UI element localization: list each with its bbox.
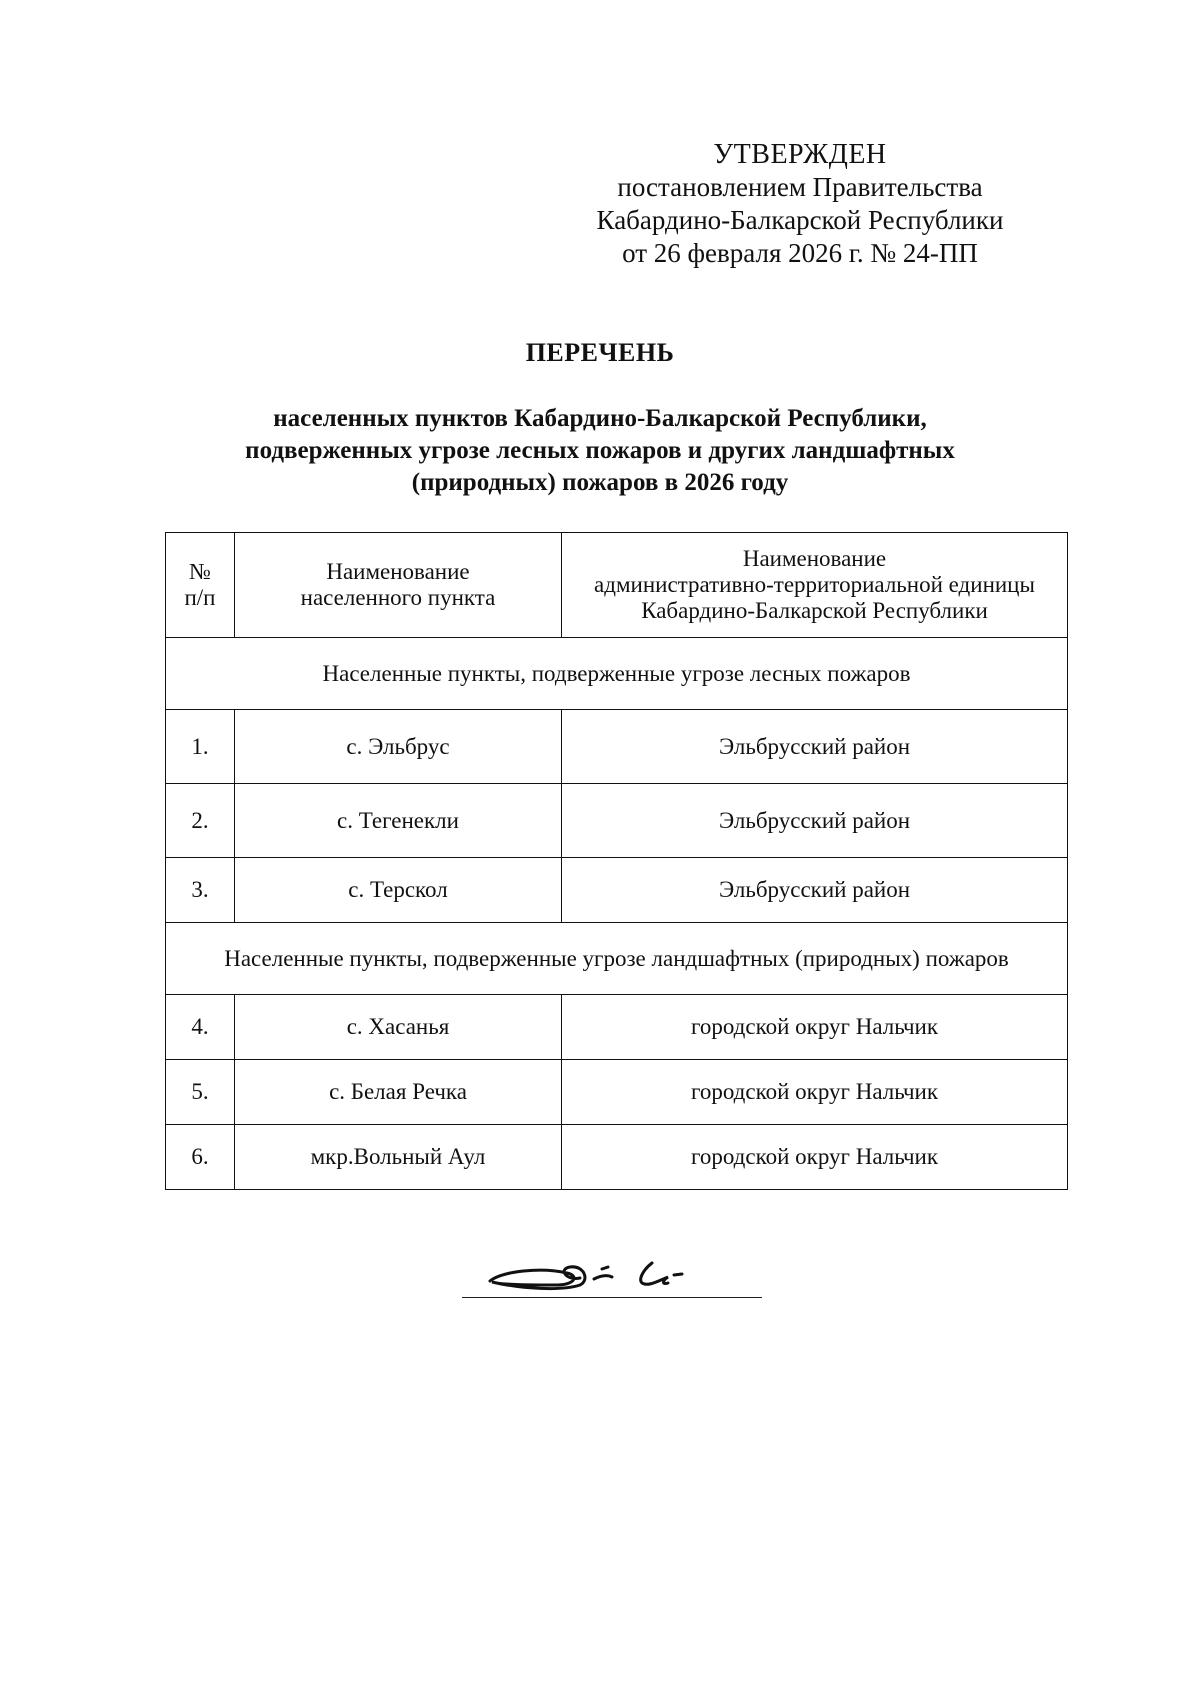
section-heading-landscape: Населенные пункты, подверженные угрозе ландшафтных (природных) пожаров (166, 923, 1068, 995)
section-heading-row (166, 923, 1068, 995)
settlement-name: с. Тегенекли (235, 784, 562, 858)
table-row (166, 784, 1068, 858)
settlements-table (165, 532, 1068, 1190)
approval-line-3: от 26 февраля 2026 г. № 24-ПП (622, 238, 978, 268)
approval-line-2: Кабардино-Балкарской Республики (596, 205, 1004, 235)
table-row (166, 1125, 1068, 1190)
administrative-unit: Эльбрусский район (562, 858, 1068, 923)
row-number: 6. (166, 1125, 235, 1190)
row-number: 2. (166, 784, 235, 858)
table-row (166, 995, 1068, 1060)
settlement-name: с. Терскол (235, 858, 562, 923)
header-administrative-unit: Наименование административно-территориальной единицы Кабардино-Балкарской Республики (562, 533, 1068, 638)
signature-line (462, 1297, 762, 1298)
administrative-unit: Эльбрусский район (562, 710, 1068, 784)
section-heading-forest: Населенные пункты, подверженные угрозе лесных пожаров (166, 638, 1068, 710)
table-row (166, 1060, 1068, 1125)
subtitle-line-2: подверженных угрозе лесных пожаров и других ландшафтных (245, 437, 955, 464)
subtitle-line-3: (природных) пожаров в 2026 году (411, 469, 789, 496)
subtitle-line-1: населенных пунктов Кабардино-Балкарской Республики, (273, 405, 927, 432)
approval-title: УТВЕРЖДЕН (713, 139, 887, 170)
approval-line-1: постановлением Правительства (617, 172, 983, 202)
approval-stamp (570, 138, 1030, 270)
administrative-unit: городской округ Нальчик (562, 1060, 1068, 1125)
table-row (166, 858, 1068, 923)
header-number: № п/п (166, 533, 235, 638)
document-subtitle (150, 403, 1050, 499)
settlement-name: с. Белая Речка (235, 1060, 562, 1125)
row-number: 5. (166, 1060, 235, 1125)
row-number: 3. (166, 858, 235, 923)
settlement-name: мкр.Вольный Аул (235, 1125, 562, 1190)
handwritten-signature (462, 1245, 762, 1305)
settlement-name: с. Хасанья (235, 995, 562, 1060)
table-row (166, 710, 1068, 784)
row-number: 1. (166, 710, 235, 784)
settlement-name: с. Эльбрус (235, 710, 562, 784)
document-title: ПЕРЕЧЕНЬ (525, 338, 675, 367)
section-heading-row (166, 638, 1068, 710)
header-settlement-name: Наименование населенного пункта (235, 533, 562, 638)
administrative-unit: городской округ Нальчик (562, 1125, 1068, 1190)
administrative-unit: городской округ Нальчик (562, 995, 1068, 1060)
row-number: 4. (166, 995, 235, 1060)
administrative-unit: Эльбрусский район (562, 784, 1068, 858)
table-header-row (166, 533, 1068, 638)
